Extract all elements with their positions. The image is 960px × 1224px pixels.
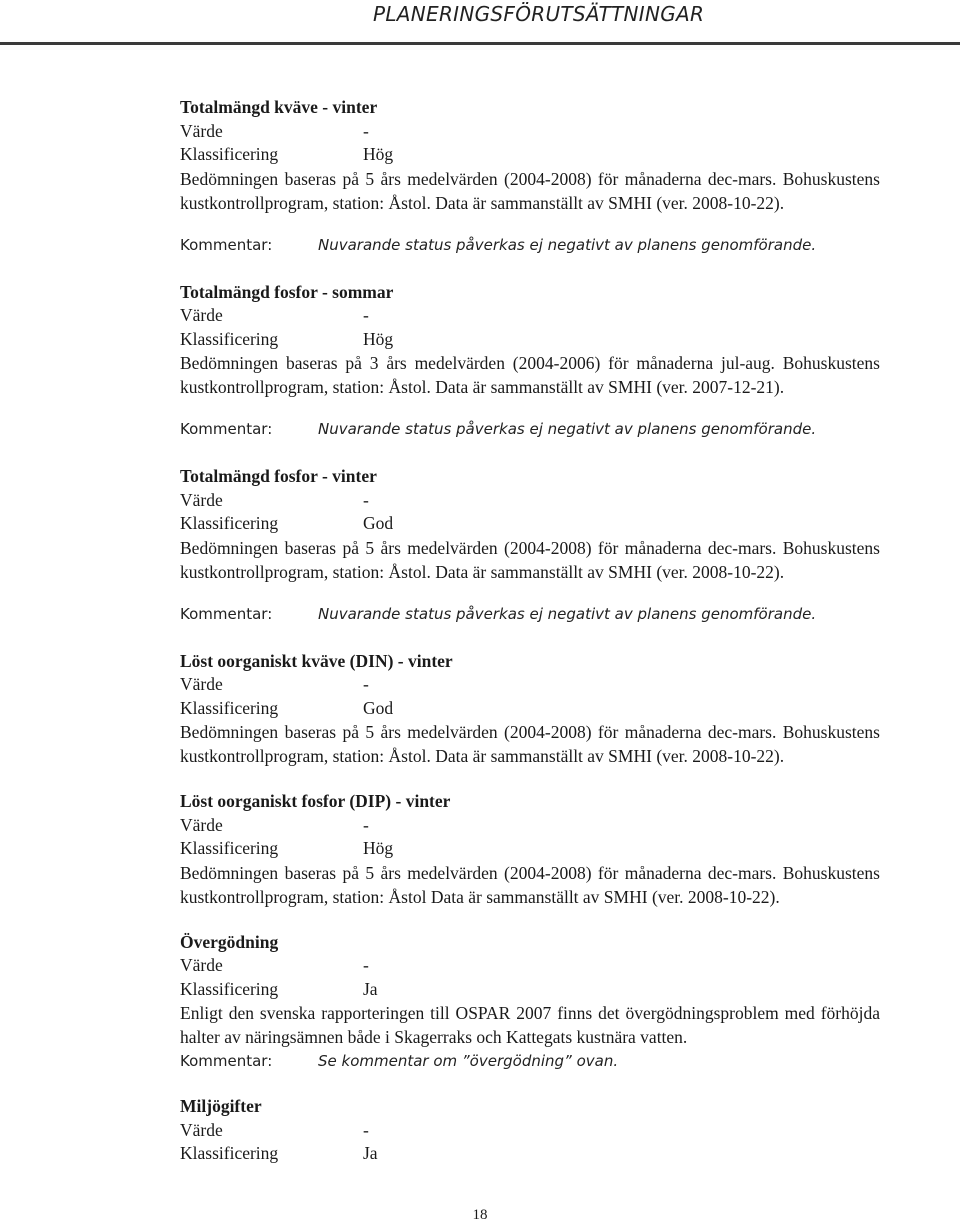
value-text: - (363, 489, 369, 510)
section-miljogifter (180, 1095, 880, 1166)
comment-row (180, 417, 880, 441)
classification-value: Hög (363, 328, 394, 349)
comment-label: Kommentar: (180, 1052, 273, 1070)
comment-text: Se kommentar om ”övergödning” ovan. (318, 1052, 619, 1070)
value-text: - (363, 955, 369, 975)
classification-label: Klassificering (180, 978, 279, 999)
section-title: Övergödning (180, 931, 279, 952)
value-label: Värde (180, 814, 223, 835)
document-body (180, 96, 880, 1190)
classification-row (180, 697, 880, 721)
value-row (180, 304, 880, 328)
classification-row (180, 143, 880, 167)
classification-value: Ja (363, 978, 378, 999)
value-text: - (363, 674, 369, 694)
value-label: Värde (180, 955, 223, 975)
section-title: Miljögifter (180, 1096, 262, 1116)
page-number: 18 (472, 1207, 488, 1223)
assessment-text: Bedömningen baseras på 3 års medelvärden (2004-2006) för månaderna jul-aug. Bohuskustens kustkontrollprogram, station: Åstol. Data är sammanställt av SMHI (ver. 2007-12-21). (180, 353, 880, 397)
value-label: Värde (180, 1119, 223, 1140)
comment-text: Nuvarande status påverkas ej negativt av planens genomförande. (318, 235, 817, 254)
section-title: Totalmängd fosfor - sommar (180, 281, 394, 302)
value-row (180, 1119, 880, 1143)
comment-text: Nuvarande status påverkas ej negativt av planens genomförande. (318, 604, 817, 623)
comment-label: Kommentar: (180, 420, 273, 438)
section-lost-oorganiskt-kvave (180, 650, 880, 769)
section-title: Totalmängd kväve - vinter (180, 97, 378, 117)
classification-row (180, 328, 880, 352)
section-title: Totalmängd fosfor - vinter (180, 466, 377, 486)
comment-row (180, 1049, 880, 1073)
assessment-text: Enligt den svenska rapporteringen till OSPAR 2007 finns det övergödningsproblem med förhöjda halter av näringsämnen både i Skagerraks och Kattegats kustnära vatten. (180, 1003, 880, 1047)
value-row (180, 954, 880, 978)
comment-row (180, 233, 880, 257)
value-row (180, 814, 880, 838)
section-overgodning (180, 931, 880, 1074)
classification-label: Klassificering (180, 697, 279, 718)
value-label: Värde (180, 305, 223, 325)
running-header-title: PLANERINGSFÖRUTSÄTTNINGAR (373, 2, 705, 26)
classification-label: Klassificering (180, 144, 279, 164)
classification-value: Ja (363, 1143, 378, 1163)
classification-label: Klassificering (180, 838, 279, 858)
value-text: - (363, 814, 369, 835)
classification-row (180, 1142, 880, 1166)
assessment-text: Bedömningen baseras på 5 års medelvärden (2004-2008) för månaderna dec-mars. Bohuskustens kustkontrollprogram, station: Åstol. Data är sammanställt av SMHI (ver. 2008-10-22). (180, 168, 880, 213)
section-totalmangd-fosfor-vinter (180, 465, 880, 626)
assessment-text: Bedömningen baseras på 5 års medelvärden (2004-2008) för månaderna dec-mars. Bohuskustens kustkontrollprogram, station: Åstol Data är sammanställt av SMHI (ver. 2008-10-22). (180, 862, 880, 907)
section-totalmangd-fosfor-sommar (180, 281, 880, 442)
section-totalmangd-kvave-vinter (180, 96, 880, 257)
value-text: - (363, 305, 369, 325)
classification-row (180, 512, 880, 536)
value-text: - (363, 1119, 369, 1140)
comment-label: Kommentar: (180, 235, 273, 254)
section-title: Löst oorganiskt kväve (DIN) - vinter (180, 650, 453, 671)
value-row (180, 673, 880, 697)
classification-value: God (363, 513, 394, 533)
value-label: Värde (180, 489, 223, 510)
classification-label: Klassificering (180, 513, 279, 533)
value-text: - (363, 120, 369, 141)
classification-value: Hög (363, 838, 394, 858)
assessment-text: Bedömningen baseras på 5 års medelvärden (2004-2008) för månaderna dec-mars. Bohuskustens kustkontrollprogram, station: Åstol. Data är sammanställt av SMHI (ver. 2008-10-22). (180, 722, 880, 766)
value-row (180, 120, 880, 144)
classification-label: Klassificering (180, 1143, 279, 1163)
value-label: Värde (180, 674, 223, 694)
classification-row (180, 978, 880, 1002)
classification-value: God (363, 697, 394, 718)
value-row (180, 489, 880, 513)
header-divider (0, 42, 960, 45)
classification-label: Klassificering (180, 328, 279, 349)
comment-row (180, 602, 880, 626)
classification-row (180, 837, 880, 861)
comment-label: Kommentar: (180, 604, 273, 623)
section-lost-oorganiskt-fosfor (180, 790, 880, 909)
value-label: Värde (180, 120, 223, 141)
section-title: Löst oorganiskt fosfor (DIP) - vinter (180, 791, 451, 811)
assessment-text: Bedömningen baseras på 5 års medelvärden (2004-2008) för månaderna dec-mars. Bohuskustens kustkontrollprogram, station: Åstol. Data är sammanställt av SMHI (ver. 2008-10-22). (180, 537, 880, 582)
classification-value: Hög (363, 144, 394, 164)
comment-text: Nuvarande status påverkas ej negativt av planens genomförande. (318, 420, 817, 438)
